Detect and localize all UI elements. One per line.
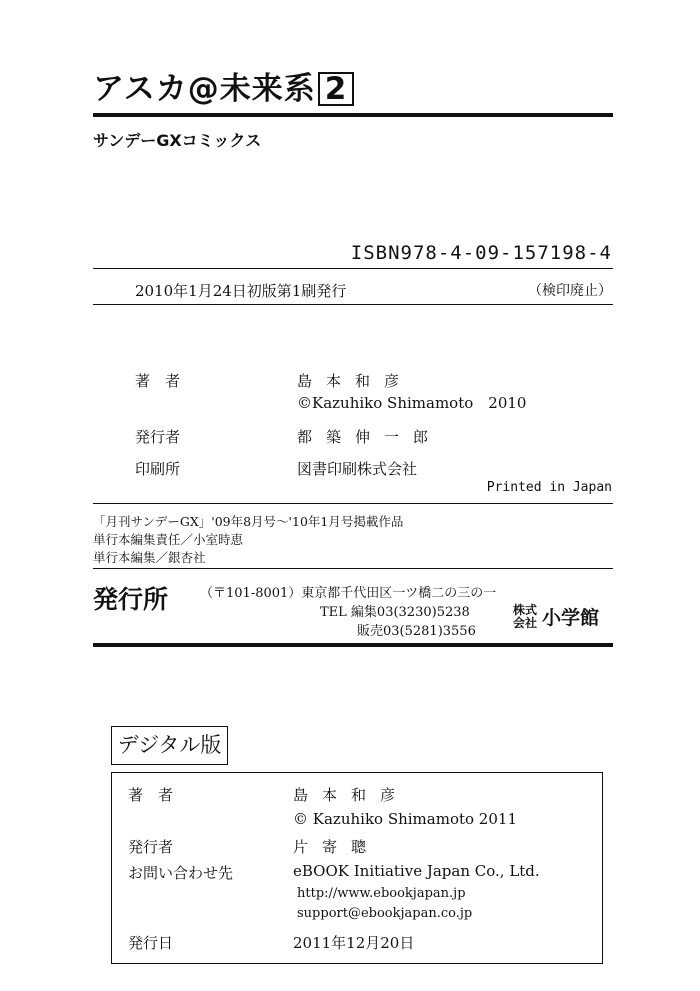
publisher-label: 発行者 [135, 428, 181, 446]
first-print-date: 2010年1月24日初版第1刷発行 [135, 282, 347, 300]
bottom-rule [93, 643, 613, 647]
date-rule [93, 304, 613, 305]
title-rule [93, 113, 613, 117]
imprint-label: サンデーGXコミックス [93, 131, 262, 150]
isbn-rule [93, 268, 613, 269]
serialization-rule [93, 568, 613, 569]
digital-copyright: © Kazuhiko Shimamoto 2011 [293, 810, 517, 828]
company-logo-text [513, 603, 599, 630]
isbn: ISBN978-4-09-157198-4 [350, 242, 612, 264]
publisher-address: （〒101-8001）東京都千代田区一ツ橋二の三の一 [200, 586, 497, 601]
digital-edition-heading: デジタル版 [111, 726, 228, 765]
copyright-notice: ©Kazuhiko Shimamoto 2010 [297, 394, 527, 412]
serialization-line: 単行本編集責任／小室時恵 [93, 532, 244, 547]
digital-publisher-label: 発行者 [128, 838, 174, 856]
stamp-note: （検印廃止） [528, 283, 612, 299]
printed-in-japan: Printed in Japan [486, 480, 612, 495]
credits-rule [93, 503, 613, 504]
volume-number: 2 [318, 72, 355, 106]
book-title-text: アスカ@未来系 [93, 71, 316, 107]
printer-name: 図書印刷株式会社 [297, 460, 418, 478]
company-prefix: 株式 会社 [513, 602, 538, 630]
book-title [93, 63, 354, 108]
digital-publisher-name: 片寄聰 [293, 838, 381, 856]
contact-label: お問い合わせ先 [128, 864, 234, 882]
editorial-tel: TEL 編集03(3230)5238 [320, 605, 470, 620]
author-label: 著 者 [135, 372, 181, 390]
publisher-name: 都築伸一郎 [297, 428, 443, 446]
digital-author-label: 著 者 [128, 786, 174, 804]
printer-label: 印刷所 [135, 460, 181, 478]
contact-email: support@ebookjapan.co.jp [297, 906, 473, 921]
contact-company: eBOOK Initiative Japan Co., Ltd. [293, 862, 540, 880]
digital-date: 2011年12月20日 [293, 934, 415, 952]
serialization-line: 単行本編集／銀杏社 [93, 550, 206, 565]
contact-url: http://www.ebookjapan.jp [297, 886, 466, 901]
author-name: 島本和彦 [297, 372, 414, 390]
digital-date-label: 発行日 [128, 934, 174, 952]
serialization-line: 「月刊サンデーGX」'09年8月号～'10年1月号掲載作品 [93, 514, 404, 529]
publishing-office-label: 発行所 [93, 585, 169, 614]
sales-tel: 販売03(5281)3556 [357, 624, 476, 639]
company-name: 小学館 [542, 607, 600, 629]
digital-author-name: 島本和彦 [293, 786, 410, 804]
